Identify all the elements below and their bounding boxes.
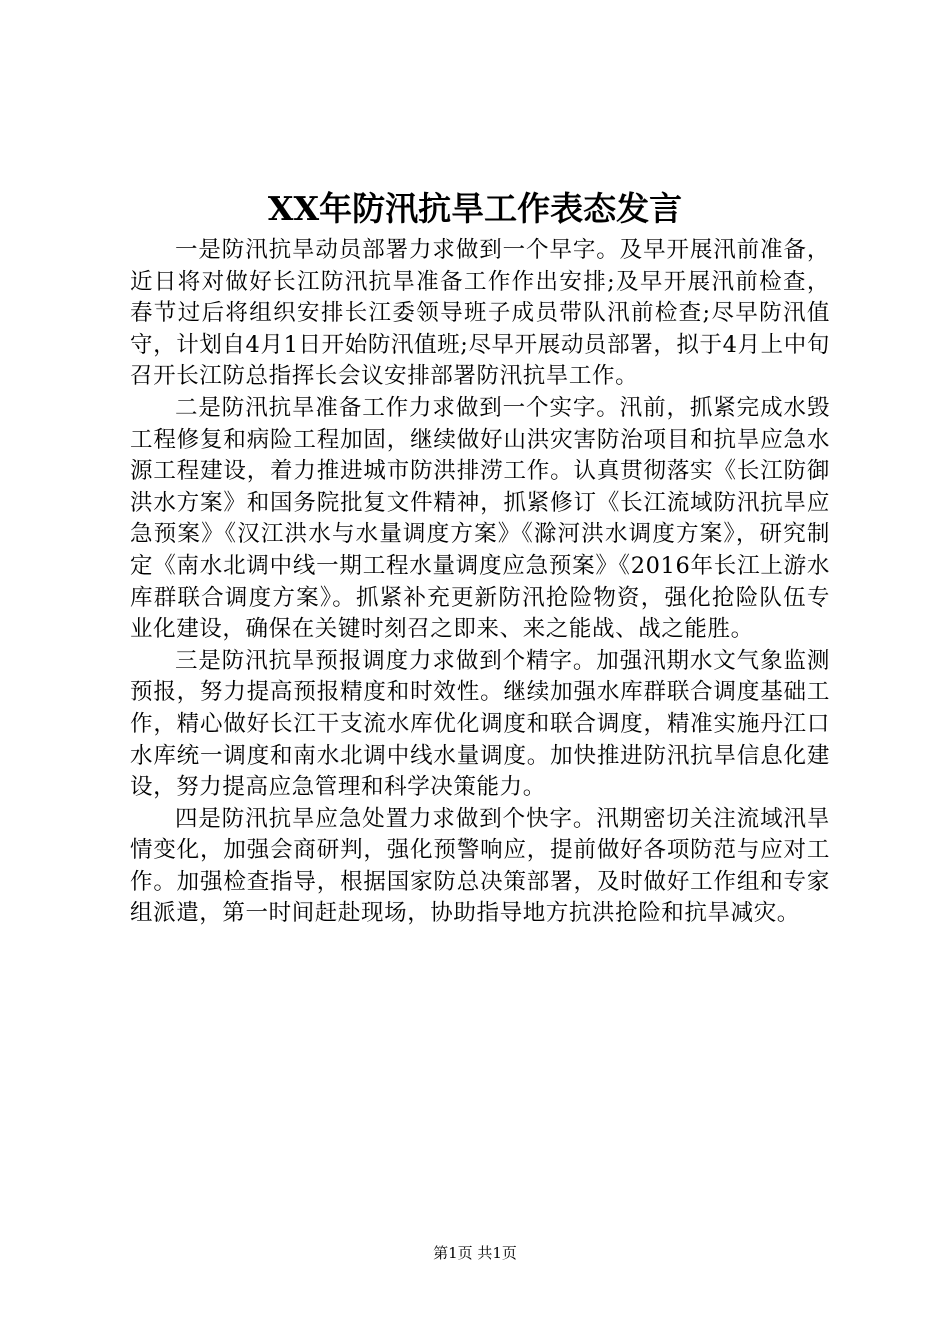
- paragraph-2: 二是防汛抗旱准备工作力求做到一个实字。汛前，抓紧完成水毁工程修复和病险工程加固，继续做好山洪灾害防治项目和抗旱应急水源工程建设，着力推进城市防洪排涝工作。认真贯彻落实《长江防御洪水方案》和国务院批复文件精神，抓紧修订《长江流域防汛抗旱应急预案》《汉江洪水与水量调度方案》《滁河洪水调度方案》，研究制定《南水北调中线一期工程水量调度应急预案》《2016年长江上游水库群联合调度方案》。抓紧补充更新防汛抢险物资，强化抢险队伍专业化建设，确保在关键时刻召之即来、来之能战、战之能胜。: [130, 394, 830, 643]
- document-body: [130, 235, 830, 930]
- paragraph-1: 一是防汛抗旱动员部署力求做到一个早字。及早开展汛前准备，近日将对做好长江防汛抗旱准备工作作出安排;及早开展汛前检查，春节过后将组织安排长江委领导班子成员带队汛前检查;尽早防汛值守，计划自4月1日开始防汛值班;尽早开展动员部署，拟于4月上中旬召开长江防总指挥长会议安排部署防汛抗旱工作。: [130, 237, 830, 390]
- paragraph-3: 三是防汛抗旱预报调度力求做到个精字。加强汛期水文气象监测预报，努力提高预报精度和时效性。继续加强水库群联合调度基础工作，精心做好长江干支流水库优化调度和联合调度，精准实施丹江口水库统一调度和南水北调中线水量调度。加快推进防汛抗旱信息化建设，努力提高应急管理和科学决策能力。: [130, 647, 830, 801]
- paragraph-4: 四是防汛抗旱应急处置力求做到个快字。汛期密切关注流域汛旱情变化，加强会商研判，强化预警响应，提前做好各项防范与应对工作。加强检查指导，根据国家防总决策部署，及时做好工作组和专家组派遣，第一时间赶赴现场，协助指导地方抗洪抢险和抗旱减灾。: [130, 805, 830, 927]
- document-title: XX年防汛抗旱工作表态发言: [267, 189, 683, 228]
- page-footer: 第1页 共1页: [433, 1244, 517, 1262]
